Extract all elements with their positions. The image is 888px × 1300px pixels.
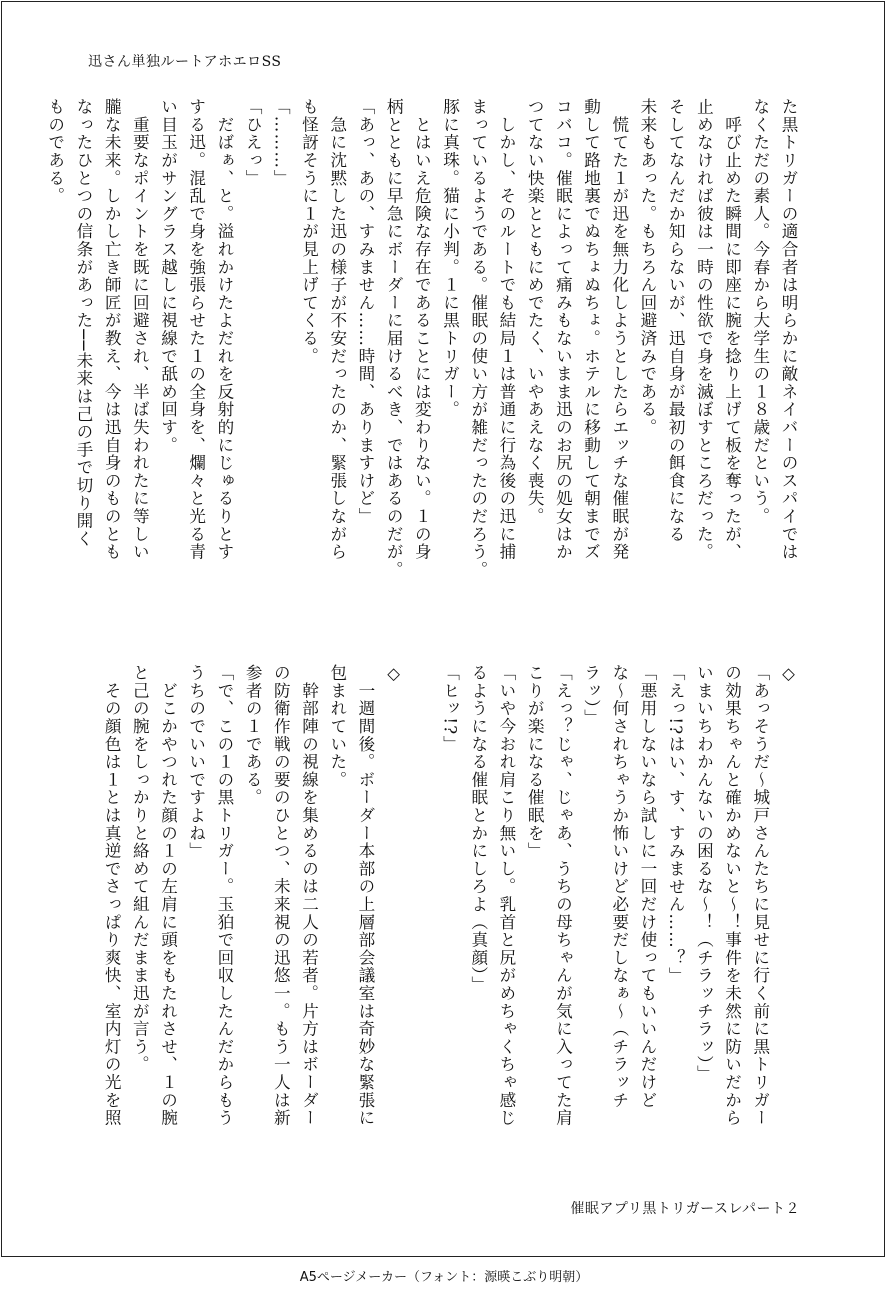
text-line: 「………」 xyxy=(271,98,291,187)
text-line: 朧な未来。しかし亡き師匠が教え、今は迅自身のものとも xyxy=(102,98,122,561)
lower-text-block xyxy=(97,664,802,1164)
text-line: 参者の１である。 xyxy=(243,664,263,807)
text-line: 一週間後。ボーダー本部の上層部会議室は奇妙な緊張に xyxy=(355,664,375,1127)
text-line: その顔色は１とは真逆でさっぱり爽快、室内灯の光を照 xyxy=(102,664,122,1127)
text-line: なったひとつの信条があった──未来は己の手で切り開く xyxy=(73,98,93,548)
text-line: だばぁ、と。溢れかけたよだれを反射的にじゅるりとす xyxy=(214,98,234,561)
text-line: どこかやつれた顔の１の左肩に頭をもたれさせ、１の腕 xyxy=(158,664,178,1127)
text-line: しかし、そのルートでも結局１は普通に行為後の迅に捕 xyxy=(496,98,516,561)
text-line: 動して路地裏でぬちょぬちょ。ホテルに移動して朝までズ xyxy=(581,98,601,561)
upper-text-block xyxy=(41,98,802,628)
text-line: 「で、この１の黒トリガー。玉狛で回収したんだからもう xyxy=(214,664,234,1127)
text-line: 「えっ!?はい、す、すみません……？」 xyxy=(666,664,686,985)
text-line: 「あっ、あの、すみません……時間、ありますけど」 xyxy=(355,98,375,526)
section-divider: ◇ xyxy=(779,664,798,685)
section-divider: ◇ xyxy=(384,664,404,685)
text-line: とはいえ危険な存在であることには変わりない。１の身 xyxy=(412,98,432,561)
text-line: こりが楽になる催眠を」 xyxy=(525,664,545,860)
footer-title: 催眠アプリ黒トリガースレパート２ xyxy=(570,1201,800,1217)
text-line: 「いや今おれ肩こり無いし。乳首と尻がめちゃくちゃ感じ xyxy=(496,664,516,1127)
text-line: なくただの素人。今春から大学生の１８歳だという。 xyxy=(750,98,770,526)
text-line: 幹部陣の視線を集めるのは二人の若者。片方はボーダー xyxy=(299,664,319,1127)
text-line: な～何されちゃうか怖いけど必要だしなぁ～（チラッチ xyxy=(609,664,629,1109)
text-line: 慌てた１が迅を無力化しようとしたらエッチな催眠が発 xyxy=(609,98,629,561)
text-line: する迅。混乱で身を強張らせた１の全身を、爛々と光る青 xyxy=(186,98,206,561)
text-line: も怪訝そうに１が見上げてくる。 xyxy=(299,98,319,365)
text-line: の防衛作戦の要のひとつ、未来視の迅悠一。もう一人は新 xyxy=(271,664,291,1127)
text-line: 包まれていた。 xyxy=(327,664,347,789)
text-line: るようになる催眠とかにしろよ（真顔）」 xyxy=(468,664,488,994)
text-line: いまいちわかんないの困るな～！（チラッチラッ）」 xyxy=(694,664,714,1083)
text-line: い目玉がサングラス越しに視線で舐め回す。 xyxy=(158,98,178,454)
text-line: ラッ）」 xyxy=(581,664,601,727)
text-line: 「ひえっ」 xyxy=(243,98,263,187)
text-line: と己の腕をしっかりと絡めて組んだまま迅が言う。 xyxy=(130,664,150,1074)
text-line: の効果ちゃんと確かめないと～！事件を未然に防いだから xyxy=(722,664,742,1127)
text-line: うちのでいいですよね」 xyxy=(186,664,206,860)
text-line: 呼び止めた瞬間に即座に腕を捻り上げて板を奪ったが、 xyxy=(722,98,742,561)
text-line: ものである。 xyxy=(45,98,65,205)
text-line: つてない快楽とともにめでたく、いやあえなく喪失。 xyxy=(525,98,545,526)
text-line xyxy=(407,664,435,1164)
text-line: 「悪用しないなら試しに一回だけ使ってもいいんだけど xyxy=(637,664,657,1109)
text-line: 「ヒッ!?」 xyxy=(440,664,460,754)
text-line: 「あっそうだ～城戸さんたちに見せに行く前に黒トリガー xyxy=(750,664,770,1127)
text-line: 柄とともに早急にボーダーに届けるべき、ではあるのだが。 xyxy=(384,98,404,579)
text-line: 重要なポイントを既に回避され、半ば失われたに等しい xyxy=(130,98,150,561)
header-title: 迅さん単独ルートアホエロSS xyxy=(88,54,282,70)
page-frame xyxy=(1,1,885,1257)
text-line: 豚に真珠。猫に小判。１に黒トリガー。 xyxy=(440,98,460,419)
text-line: 止めなければ彼は一時の性欲で身を滅ぼすところだった。 xyxy=(694,98,714,561)
text-line: そしてなんだか知らないが、迅自身が最初の餌食になる xyxy=(666,98,686,543)
text-line: 「えっ？じゃ、じゃあ、うちの母ちゃんが気に入ってた肩 xyxy=(553,664,573,1127)
text-line: まっているようである。催眠の使い方が雑だったのだろう。 xyxy=(468,98,488,579)
text-line: 急に沈黙した迅の様子が不安だったのか、緊張しながら xyxy=(327,98,347,561)
text-line: 未来もあった。もちろん回避済みである。 xyxy=(637,98,657,437)
page-caption: A5ページメーカー（フォント：源暎こぶり明朝） xyxy=(299,1270,589,1285)
text-line: た黒トリガーの適合者は明らかに敵ネイバーのスパイでは xyxy=(779,98,798,561)
text-line: コバコ。催眠によって痛みもないまま迅のお尻の処女はか xyxy=(553,98,573,561)
